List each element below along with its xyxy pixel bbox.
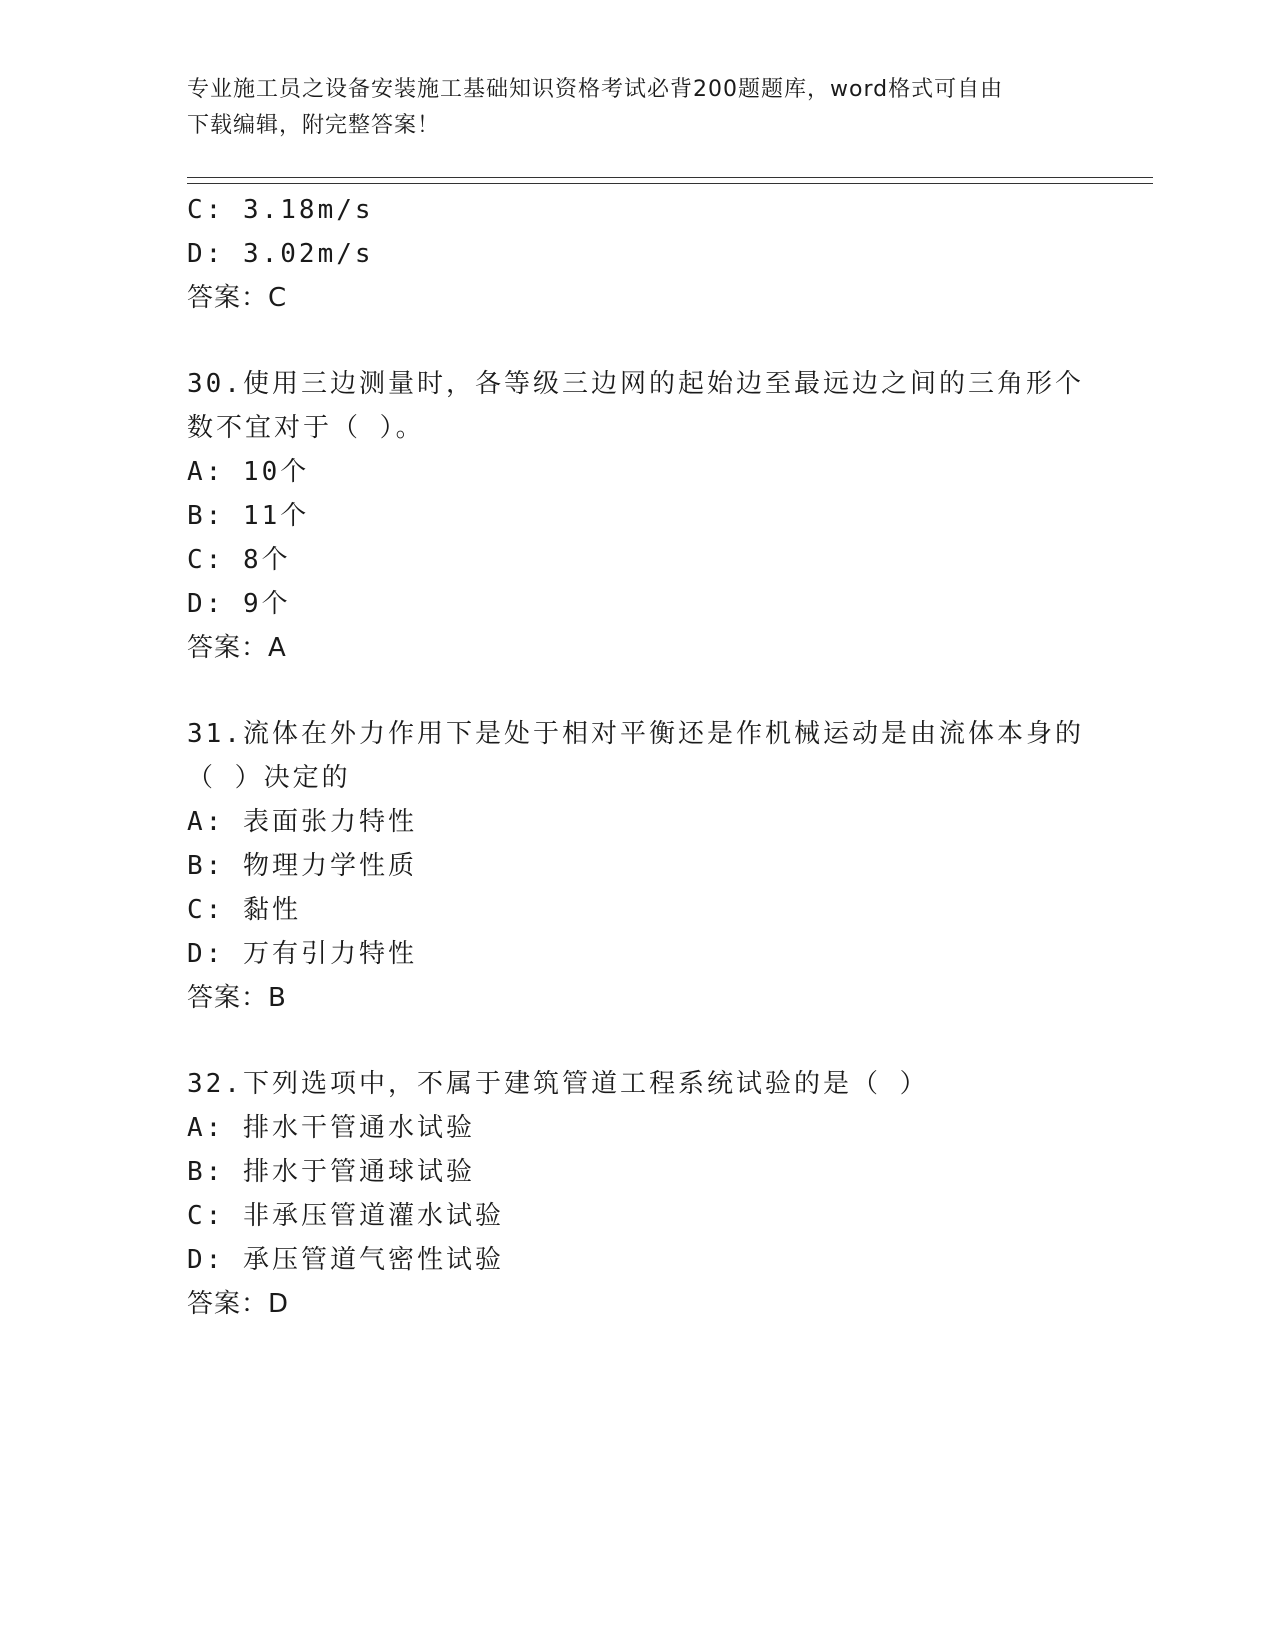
question-32-option-a: A: 排水干管通水试验 [187, 1113, 475, 1143]
header-divider-bottom [187, 183, 1153, 184]
question-30-option-b: B: 11个 [187, 501, 310, 531]
question-31-option-b: B: 物理力学性质 [187, 851, 417, 881]
question-31-option-d: D: 万有引力特性 [187, 939, 417, 969]
question-30-answer: 答案：A [187, 633, 287, 663]
option-c: C: 3.18m/s [187, 195, 374, 225]
question-31-line-1: 31.流体在外力作用下是处于相对平衡还是作机械运动是由流体本身的 [187, 719, 1084, 749]
question-30-option-d: D: 9个 [187, 589, 291, 619]
option-d: D: 3.02m/s [187, 239, 374, 269]
question-31-answer: 答案：B [187, 983, 287, 1013]
question-31-line-2: （ ）决定的 [187, 763, 351, 793]
question-32-answer: 答案：D [187, 1289, 290, 1319]
question-32-option-d: D: 承压管道气密性试验 [187, 1245, 504, 1275]
question-31-option-c: C: 黏性 [187, 895, 301, 925]
header-divider-top [187, 177, 1153, 178]
question-30-option-c: C: 8个 [187, 545, 291, 575]
document-header [187, 72, 1087, 144]
header-line-2: 下载编辑，附完整答案！ [187, 113, 441, 138]
question-30-line-1: 30.使用三边测量时，各等级三边网的起始边至最远边之间的三角形个 [187, 369, 1084, 399]
question-32-option-c: C: 非承压管道灌水试验 [187, 1201, 504, 1231]
question-30-option-a: A: 10个 [187, 457, 310, 487]
question-30-line-2: 数不宜对于（ ）。 [187, 413, 425, 443]
header-line-1: 专业施工员之设备安装施工基础知识资格考试必背200题题库，word格式可自由 [187, 77, 1004, 102]
answer-line: 答案：C [187, 283, 288, 313]
question-32-option-b: B: 排水于管通球试验 [187, 1157, 475, 1187]
question-31-option-a: A: 表面张力特性 [187, 807, 417, 837]
question-32-line-1: 32.下列选项中，不属于建筑管道工程系统试验的是（ ） [187, 1069, 929, 1099]
